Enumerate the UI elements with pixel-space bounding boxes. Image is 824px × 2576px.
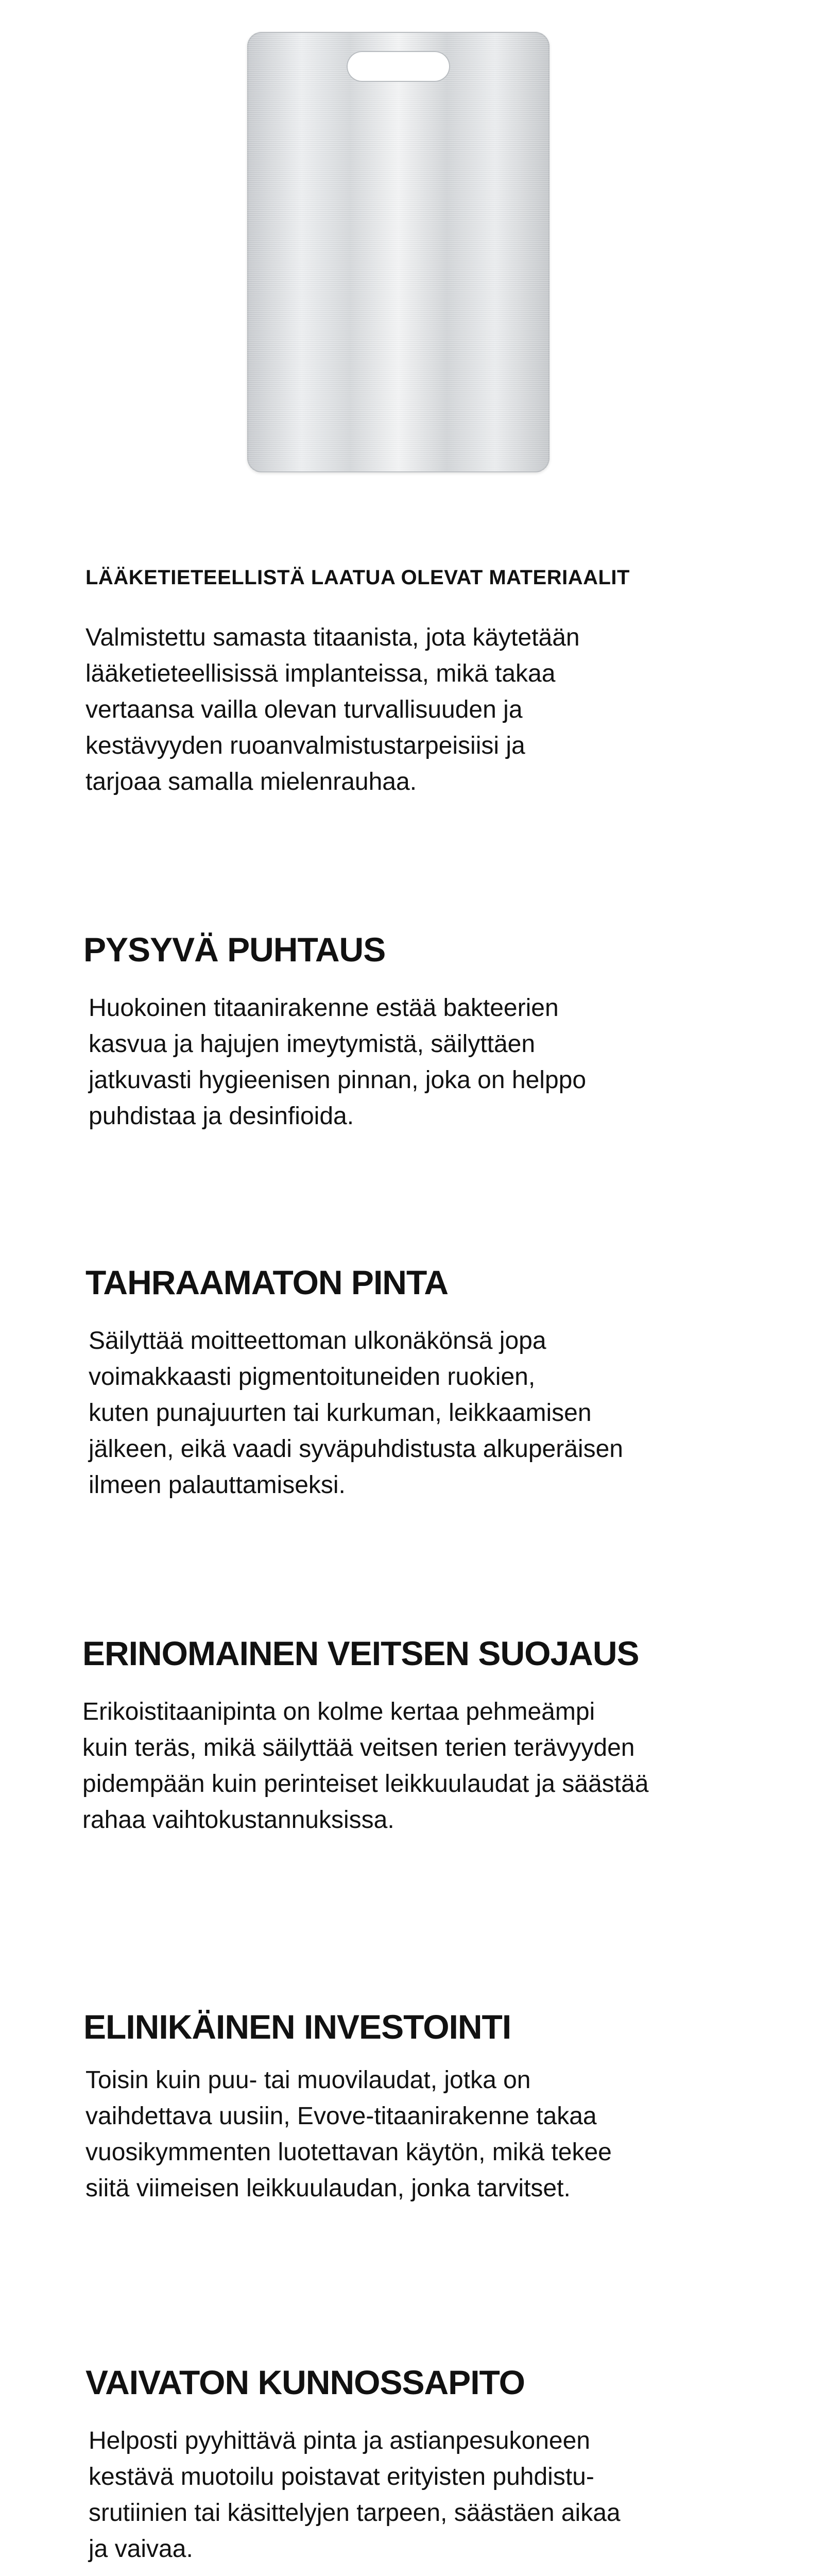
section-body-line: kuten punajuurten tai kurkuman, leikkaamisen <box>89 1399 592 1427</box>
cutting-board-handle-hole <box>347 51 450 82</box>
section-body-line: srutiinien tai käsittelyjen tarpeen, säästäen aikaa <box>89 2499 621 2527</box>
intro-body-line: lääketieteellisissä implanteissa, mikä takaa <box>85 660 556 687</box>
section-body-line: kuin teräs, mikä säilyttää veitsen terien terävyyden <box>82 1734 635 1761</box>
section-body-line: voimakkaasti pigmentoituneiden ruokien, <box>89 1363 536 1391</box>
section-body-line: jatkuvasti hygieenisen pinnan, joka on helppo <box>89 1066 587 1094</box>
section-body-line: rahaa vaihtokustannuksissa. <box>82 1806 394 1834</box>
section-body-vaivaton-kunnossapito <box>89 2423 758 2567</box>
section-title-vaivaton-kunnossapito: VAIVATON KUNNOSSAPITO <box>85 2363 525 2401</box>
section-body-line: vuosikymmenten luotettavan käytön, mikä tekee <box>85 2139 612 2166</box>
intro-body-line: vertaansa vailla olevan turvallisuuden ja <box>85 696 523 723</box>
intro-heading: LÄÄKETIETEELLISTÄ LAATUA OLEVAT MATERIAALIT <box>85 566 630 589</box>
section-body-line: ja vaivaa. <box>89 2535 193 2563</box>
section-body-line: vaihdettava uusiin, Evove-titaanirakenne takaa <box>85 2103 597 2130</box>
section-body-elinikainen-investointi <box>85 2062 755 2207</box>
section-title-tahraamaton-pinta: TAHRAAMATON PINTA <box>85 1263 449 1301</box>
section-body-line: jälkeen, eikä vaadi syväpuhdistusta alkuperäisen <box>89 1435 623 1463</box>
section-body-line: ilmeen palauttamiseksi. <box>89 1471 346 1499</box>
section-body-line: Säilyttää moitteettoman ulkonäkönsä jopa <box>89 1327 546 1354</box>
intro-body-line: Valmistettu samasta titaanista, jota käytetään <box>85 624 580 651</box>
section-body-line: puhdistaa ja desinfioida. <box>89 1103 354 1130</box>
intro-body <box>85 620 755 800</box>
intro-body-line: tarjoaa samalla mielenrauhaa. <box>85 768 417 795</box>
section-body-line: Huokoinen titaanirakenne estää bakteerien <box>89 994 559 1022</box>
section-body-line: Toisin kuin puu- tai muovilaudat, jotka on <box>85 2066 531 2094</box>
section-body-tahraamaton-pinta <box>89 1323 758 1503</box>
section-title-pysyva-puhtaus: PYSYVÄ PUHTAUS <box>83 930 386 969</box>
section-body-line: Erikoistitaanipinta on kolme kertaa pehmeämpi <box>82 1698 595 1725</box>
section-body-erinomainen-veitsen-suojaus <box>82 1694 752 1838</box>
section-body-line: kestävä muotoilu poistavat erityisten puhdistu- <box>89 2463 594 2490</box>
section-body-line: pidempään kuin perinteiset leikkuulaudat ja säästää <box>82 1770 649 1798</box>
section-body-line: siitä viimeisen leikkuulaudan, jonka tarvitset. <box>85 2175 571 2202</box>
section-body-pysyva-puhtaus <box>89 990 758 1134</box>
section-body-line: Helposti pyyhittävä pinta ja astianpesukoneen <box>89 2427 590 2454</box>
cutting-board-image <box>247 32 550 472</box>
section-title-erinomainen-veitsen-suojaus: ERINOMAINEN VEITSEN SUOJAUS <box>82 1634 639 1672</box>
section-body-line: kasvua ja hajujen imeytymistä, säilyttäen <box>89 1030 536 1058</box>
intro-body-line: kestävyyden ruoanvalmistustarpeisiisi ja <box>85 732 525 759</box>
section-title-elinikainen-investointi: ELINIKÄINEN INVESTOINTI <box>83 2008 511 2046</box>
